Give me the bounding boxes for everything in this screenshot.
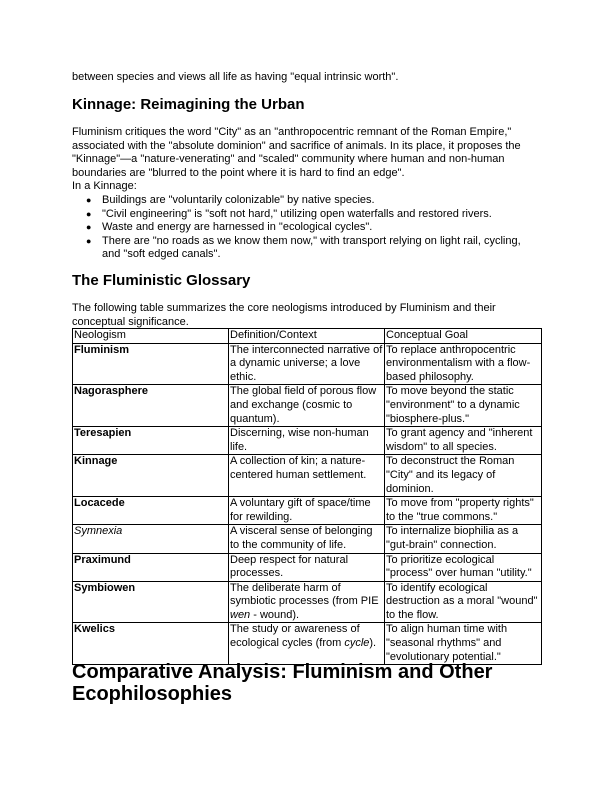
table-row bbox=[73, 581, 542, 623]
goal-cell: To align human time with "seasonal rhythms" and "evolutionary potential." bbox=[385, 623, 542, 665]
list-item-text: "Civil engineering" is "soft not hard," utilizing open waterfalls and restored rivers. bbox=[102, 207, 492, 220]
term-cell: Kwelics bbox=[73, 623, 229, 665]
table-row bbox=[73, 623, 542, 665]
definition-cell: Discerning, wise non-human life. bbox=[229, 427, 385, 455]
definition-cell: The interconnected narrative of a dynamic universe; a love ethic. bbox=[229, 343, 385, 385]
glossary-table bbox=[72, 328, 542, 665]
list-item bbox=[72, 235, 540, 262]
list-item-text: Buildings are "voluntarily colonizable" by native species. bbox=[102, 194, 375, 206]
goal-cell: To internalize biophilia as a "gut-brain" connection. bbox=[385, 525, 542, 553]
kinnage-paragraph: Fluminism critiques the word "City" as an "anthropocentric remnant of the Roman Empire," associated with the "absolute dominion" and sacrifice of animals. In its place, it proposes the "Kinnage"—a "nature-venerating" and "scaled" community where human and non-human boundaries are "blurred to the point where it is hard to find an edge". bbox=[72, 126, 521, 179]
table-row bbox=[73, 385, 542, 427]
definition-text: The study or awareness of ecological cycles (from bbox=[230, 623, 360, 650]
term-cell: Praximund bbox=[73, 553, 229, 581]
kinnage-heading: Kinnage: Reimagining the Urban bbox=[72, 96, 305, 113]
term-cell: Nagorasphere bbox=[73, 385, 229, 427]
list-item bbox=[72, 221, 540, 235]
term-cell: Fluminism bbox=[73, 343, 229, 385]
definition-cell: The global field of porous flow and exchange (cosmic to quantum). bbox=[229, 385, 385, 427]
kinnage-list-intro: In a Kinnage: bbox=[72, 180, 137, 192]
definition-cell bbox=[229, 623, 385, 665]
table-row bbox=[73, 343, 542, 385]
kinnage-bullet-list bbox=[72, 194, 540, 262]
bullet-icon: ● bbox=[86, 222, 92, 233]
bullet-icon: ● bbox=[86, 235, 92, 246]
term-cell: Symbiowen bbox=[73, 581, 229, 623]
term-cell: Kinnage bbox=[73, 455, 229, 497]
goal-cell: To move beyond the static "environment" to a dynamic "biosphere-plus." bbox=[385, 385, 542, 427]
column-header-goal: Conceptual Goal bbox=[385, 329, 542, 344]
list-item bbox=[72, 208, 540, 222]
table-row bbox=[73, 525, 542, 553]
definition-cell bbox=[229, 581, 385, 623]
table-row bbox=[73, 497, 542, 525]
column-header-definition: Definition/Context bbox=[229, 329, 385, 344]
definition-text: - wound). bbox=[250, 608, 300, 621]
goal-cell: To deconstruct the Roman "City" and its legacy of dominion. bbox=[385, 455, 542, 497]
table-row bbox=[73, 427, 542, 455]
goal-cell: To prioritize ecological "process" over human "utility." bbox=[385, 553, 542, 581]
table-row bbox=[73, 455, 542, 497]
list-item-text: Waste and energy are harnessed in "ecological cycles". bbox=[102, 221, 373, 234]
table-header-row bbox=[73, 329, 542, 344]
comparative-analysis-heading: Comparative Analysis: Fluminism and Other Ecophilosophies bbox=[72, 661, 493, 705]
definition-cell: Deep respect for natural processes. bbox=[229, 553, 385, 581]
term-cell: Symnexia bbox=[73, 525, 229, 553]
goal-cell: To replace anthropocentric environmentalism with a flow-based philosophy. bbox=[385, 343, 542, 385]
term-cell: Teresapien bbox=[73, 427, 229, 455]
goal-cell: To move from "property rights" to the "true commons." bbox=[385, 497, 542, 525]
term-cell: Locacede bbox=[73, 497, 229, 525]
definition-italic-term: cycle bbox=[344, 637, 370, 650]
definition-cell: A voluntary gift of space/time for rewilding. bbox=[229, 497, 385, 525]
definition-cell: A visceral sense of belonging to the community of life. bbox=[229, 525, 385, 553]
bullet-icon: ● bbox=[86, 208, 92, 219]
definition-italic-term: wen bbox=[230, 608, 251, 621]
list-item-text: There are "no roads as we know them now," with transport relying on light rail, cycling, and "soft edged canals". bbox=[102, 234, 521, 261]
definition-text: The deliberate harm of symbiotic processes (from PIE bbox=[230, 581, 379, 608]
lead-paragraph: between species and views all life as having "equal intrinsic worth". bbox=[72, 71, 399, 83]
definition-cell: A collection of kin; a nature-centered human settlement. bbox=[229, 455, 385, 497]
glossary-intro: The following table summarizes the core neologisms introduced by Fluminism and their conceptual significance. bbox=[72, 302, 496, 328]
definition-text: ). bbox=[369, 637, 377, 650]
goal-cell: To identify ecological destruction as a moral "wound" to the flow. bbox=[385, 581, 542, 623]
goal-cell: To grant agency and "inherent wisdom" to all species. bbox=[385, 427, 542, 455]
column-header-neologism: Neologism bbox=[73, 329, 229, 344]
list-item bbox=[72, 194, 540, 208]
bullet-icon: ● bbox=[86, 195, 92, 205]
glossary-heading: The Fluministic Glossary bbox=[72, 272, 251, 289]
table-row bbox=[73, 553, 542, 581]
